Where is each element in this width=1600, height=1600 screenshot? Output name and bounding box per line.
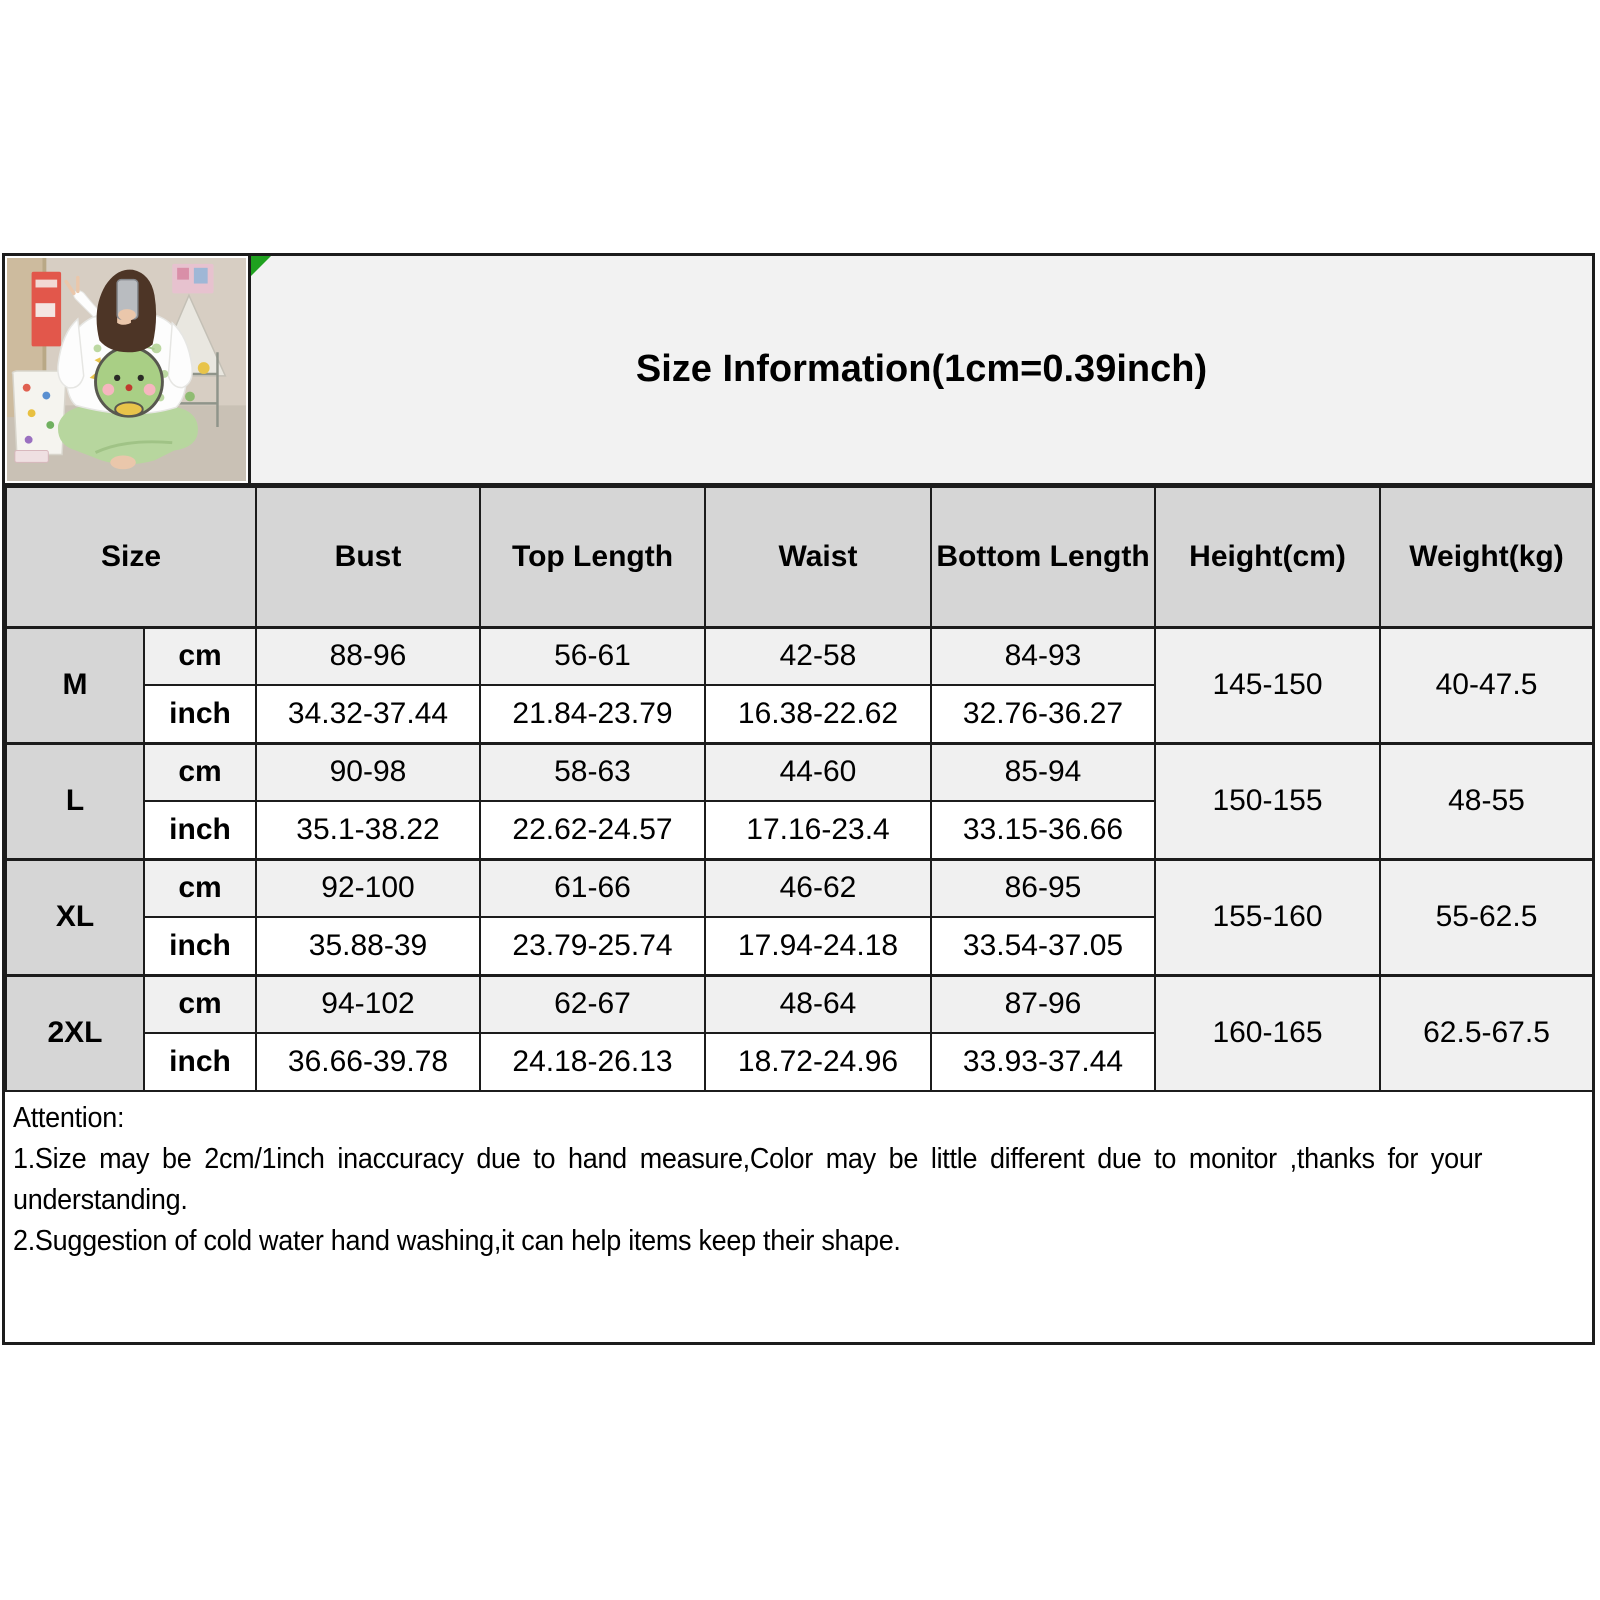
unit-label-cm: cm [144,859,256,917]
column-header-weight: Weight(kg) [1380,487,1593,627]
attention-line: 2.Suggestion of cold water hand washing,it can help items keep their shape. [13,1225,901,1257]
product-photo [5,256,251,483]
cell-weight: 62.5-67.5 [1380,975,1593,1091]
size-label: 2XL [6,975,144,1091]
unit-label-inch: inch [144,917,256,975]
cell-weight: 55-62.5 [1380,859,1593,975]
cell-bottom_length-cm: 87-96 [931,975,1155,1033]
cell-top_length-cm: 58-63 [480,743,705,801]
cell-bottom_length-inch: 32.76-36.27 [931,685,1155,743]
cell-waist-inch: 17.94-24.18 [705,917,931,975]
unit-label-cm: cm [144,975,256,1033]
cell-waist-inch: 16.38-22.62 [705,685,931,743]
cell-top_length-cm: 61-66 [480,859,705,917]
cell-waist-cm: 46-62 [705,859,931,917]
cell-bust-inch: 35.88-39 [256,917,480,975]
banner [251,256,1592,483]
cell-top_length-cm: 62-67 [480,975,705,1033]
size-label: XL [6,859,144,975]
top-row [5,256,1592,486]
dotted-basket [12,371,66,455]
size-label: L [6,743,144,859]
banner-title: Size Information(1cm=0.39inch) [635,348,1208,390]
hand-holding-phone [118,309,136,321]
size-row-cm [6,975,1593,1033]
column-header-top-length: Top Length [480,487,705,627]
cell-bust-inch: 35.1-38.22 [256,801,480,859]
column-header-waist: Waist [705,487,931,627]
cell-bottom_length-inch: 33.15-36.66 [931,801,1155,859]
cell-top_length-inch: 21.84-23.79 [480,685,705,743]
size-row-cm [6,859,1593,917]
cell-bust-inch: 34.32-37.44 [256,685,480,743]
cell-bust-cm: 90-98 [256,743,480,801]
size-row-cm [6,627,1593,685]
cell-bottom_length-cm: 84-93 [931,627,1155,685]
size-label: M [6,627,144,743]
unit-label-cm: cm [144,743,256,801]
cell-bottom_length-cm: 86-95 [931,859,1155,917]
unit-label-inch: inch [144,1033,256,1091]
cell-height: 160-165 [1155,975,1380,1091]
attention-line: understanding. [13,1184,188,1216]
poster-text [36,280,58,288]
basket-dot [28,409,36,417]
cell-bust-cm: 92-100 [256,859,480,917]
green-bottle-2 [185,392,195,402]
poster-detail-2 [194,268,208,284]
cell-waist-cm: 44-60 [705,743,931,801]
cell-bottom_length-inch: 33.54-37.05 [931,917,1155,975]
size-table [5,486,1594,1092]
unit-label-inch: inch [144,801,256,859]
attention-line: Attention: [13,1102,125,1134]
cell-waist-cm: 48-64 [705,975,931,1033]
cell-top_length-inch: 23.79-25.74 [480,917,705,975]
cell-waist-inch: 18.72-24.96 [705,1033,931,1091]
column-header-bust: Bust [256,487,480,627]
poster-art [36,303,56,317]
cell-height: 155-160 [1155,859,1380,975]
column-header-size: Size [6,487,256,627]
cell-waist-cm: 42-58 [705,627,931,685]
size-row-cm [6,743,1593,801]
attention-notes [5,1092,1592,1342]
basket-dot [42,392,50,400]
foot [110,455,136,469]
cell-waist-inch: 17.16-23.4 [705,801,931,859]
basket-dot [25,436,33,444]
cell-top_length-inch: 22.62-24.57 [480,801,705,859]
cell-bust-cm: 94-102 [256,975,480,1033]
basket-dot [23,384,31,392]
basket-dot [46,421,54,429]
unit-label-inch: inch [144,685,256,743]
unit-label-cm: cm [144,627,256,685]
column-header-height: Height(cm) [1155,487,1380,627]
pajama-model-illustration [7,258,246,481]
column-header-bottom-length: Bottom Length [931,487,1155,627]
cell-height: 145-150 [1155,627,1380,743]
cell-top_length-inch: 24.18-26.13 [480,1033,705,1091]
attention-line: 1.Size may be 2cm/1inch inaccuracy due to hand measure,Color may be little different due to monitor ,thanks for your [13,1143,1483,1175]
size-table-body [6,627,1593,1091]
table-header-row [6,487,1593,627]
cell-height: 150-155 [1155,743,1380,859]
cell-bust-inch: 36.66-39.78 [256,1033,480,1091]
cell-bust-cm: 88-96 [256,627,480,685]
green-corner-marker [251,256,271,276]
cell-weight: 48-55 [1380,743,1593,859]
cell-top_length-cm: 56-61 [480,627,705,685]
cell-weight: 40-47.5 [1380,627,1593,743]
poster-detail [177,268,189,280]
book-on-floor [15,451,48,463]
cell-bottom_length-inch: 33.93-37.44 [931,1033,1155,1091]
yellow-item [198,362,210,374]
size-chart-sheet [2,253,1595,1345]
shirt-dot [94,344,102,352]
cell-bottom_length-cm: 85-94 [931,743,1155,801]
